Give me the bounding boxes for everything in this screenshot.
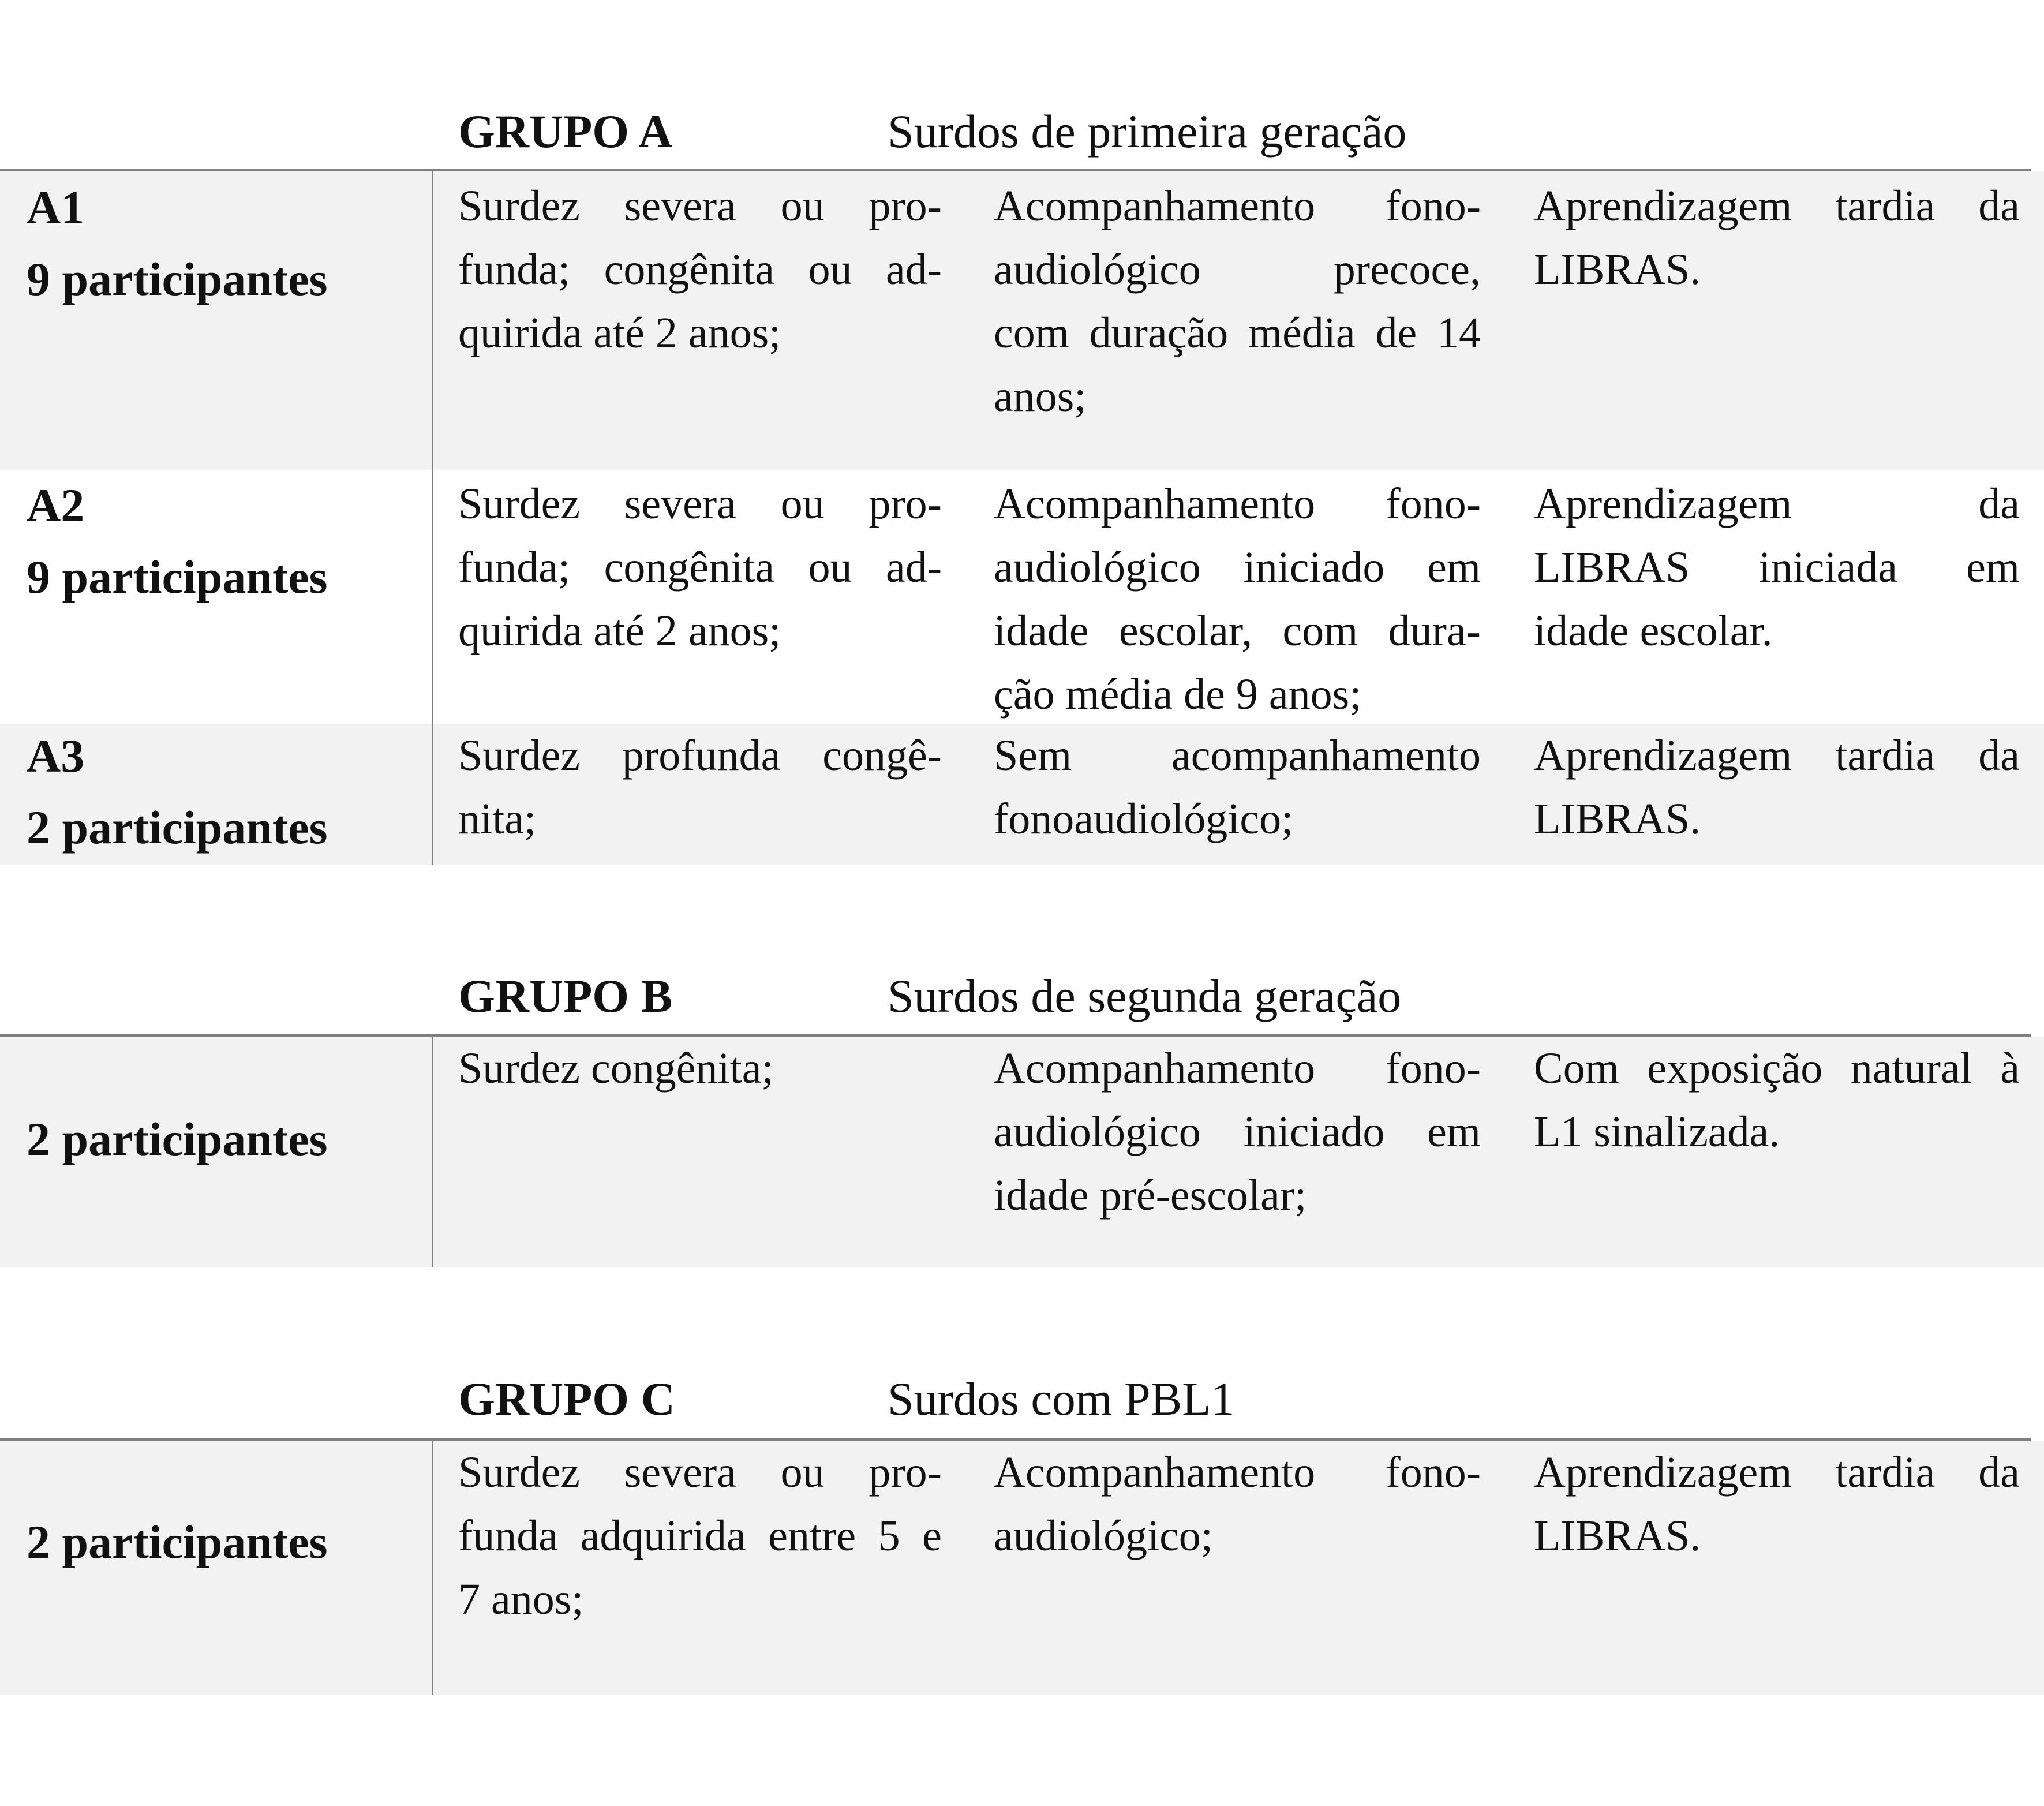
cell-line: quirida até 2 anos; (458, 309, 781, 357)
cell-line: idade escolar, com dura- (994, 607, 1481, 655)
hearing-loss-cell (458, 472, 942, 663)
row-label (27, 470, 328, 613)
cell-line: Acompanhamento fono- (994, 1044, 1481, 1093)
speech-therapy-cell (994, 472, 1481, 726)
cell-line: LIBRAS iniciada em (1534, 543, 2020, 592)
group-a-description: Surdos de primeira geração (888, 105, 1407, 158)
group-a-name: GRUPO A (458, 105, 673, 158)
table-row-b (0, 1037, 2044, 1267)
table-row-c (0, 1441, 2044, 1695)
cell-line: Acompanhamento fono- (994, 1448, 1481, 1497)
cell-line: L1 sinalizada. (1534, 1108, 1780, 1156)
cell-line: funda; congênita ou ad- (458, 543, 942, 592)
table-row-a1 (0, 171, 2044, 470)
row-participants: 2 participantes (27, 1113, 328, 1165)
group-b-name: GRUPO B (458, 970, 673, 1022)
row-label (27, 172, 328, 315)
cell-line: nita; (458, 795, 537, 843)
cell-line: Surdez congênita; (458, 1044, 774, 1093)
libras-cell (1534, 174, 2020, 301)
table-row-a2 (0, 470, 2044, 724)
cell-line: Surdez severa ou pro- (458, 182, 942, 230)
hearing-loss-cell (458, 1441, 942, 1631)
cell-line: Aprendizagem tardia da (1534, 731, 2020, 780)
row-label (27, 1513, 328, 1571)
cell-line: Surdez severa ou pro- (458, 1448, 942, 1497)
cell-line: ção média de 9 anos; (994, 670, 1362, 719)
cell-line: LIBRAS. (1534, 795, 1701, 843)
table-row-a3 (0, 724, 2044, 865)
row-participants: 9 participantes (27, 551, 328, 603)
cell-line: funda; congênita ou ad- (458, 245, 942, 294)
cell-line: quirida até 2 anos; (458, 607, 781, 655)
group-a-title (458, 103, 2016, 160)
cell-line: Com exposição natural à (1534, 1044, 2020, 1093)
cell-line: idade escolar. (1534, 607, 1773, 655)
cell-line: com duração média de 14 (994, 309, 1481, 357)
cell-line: LIBRAS. (1534, 245, 1701, 294)
group-b-column-divider (432, 1035, 433, 1267)
hearing-loss-cell (458, 174, 942, 365)
cell-line: Aprendizagem tardia da (1534, 182, 2020, 230)
row-label (27, 1110, 328, 1168)
row-label (27, 720, 328, 863)
row-participants: 9 participantes (27, 253, 328, 305)
speech-therapy-cell (994, 1037, 1481, 1227)
cell-line: idade pré-escolar; (994, 1171, 1307, 1220)
cell-line: Aprendizagem da (1534, 480, 2020, 528)
cell-line: Surdez severa ou pro- (458, 480, 942, 528)
hearing-loss-cell (458, 724, 942, 851)
libras-cell (1534, 1037, 2020, 1164)
cell-line: 7 anos; (458, 1575, 584, 1624)
row-code: A2 (27, 479, 85, 532)
cell-line: Acompanhamento fono- (994, 182, 1481, 230)
speech-therapy-cell (994, 1441, 1481, 1568)
cell-line: audiológico precoce, (994, 245, 1481, 294)
group-c-name: GRUPO C (458, 1373, 675, 1425)
cell-line: Acompanhamento fono- (994, 480, 1481, 528)
libras-cell (1534, 724, 2020, 851)
row-participants: 2 participantes (27, 801, 328, 854)
group-c-description: Surdos com PBL1 (888, 1373, 1235, 1425)
cell-line: anos; (994, 372, 1087, 421)
cell-line: audiológico iniciado em (994, 543, 1481, 592)
speech-therapy-cell (994, 174, 1481, 428)
cell-line: Surdez profunda congê- (458, 731, 942, 780)
cell-line: funda adquirida entre 5 e (458, 1512, 942, 1560)
libras-cell (1534, 1441, 2020, 1568)
cell-line: audiológico iniciado em (994, 1108, 1481, 1156)
cell-line: Sem acompanhamento (994, 731, 1481, 780)
group-c-column-divider (432, 1439, 433, 1695)
speech-therapy-cell (994, 724, 1481, 851)
row-code: A1 (27, 181, 85, 234)
group-b-description: Surdos de segunda geração (888, 970, 1402, 1022)
group-a-column-divider (432, 170, 433, 865)
hearing-loss-cell (458, 1037, 942, 1100)
cell-line: audiológico; (994, 1512, 1213, 1560)
group-b-title (458, 967, 2016, 1025)
cell-line: Aprendizagem tardia da (1534, 1448, 2020, 1497)
libras-cell (1534, 472, 2020, 663)
row-code: A3 (27, 730, 85, 782)
cell-line: LIBRAS. (1534, 1512, 1701, 1560)
row-participants: 2 participantes (27, 1516, 328, 1568)
group-c-title (458, 1370, 2016, 1428)
cell-line: fonoaudiológico; (994, 795, 1294, 843)
